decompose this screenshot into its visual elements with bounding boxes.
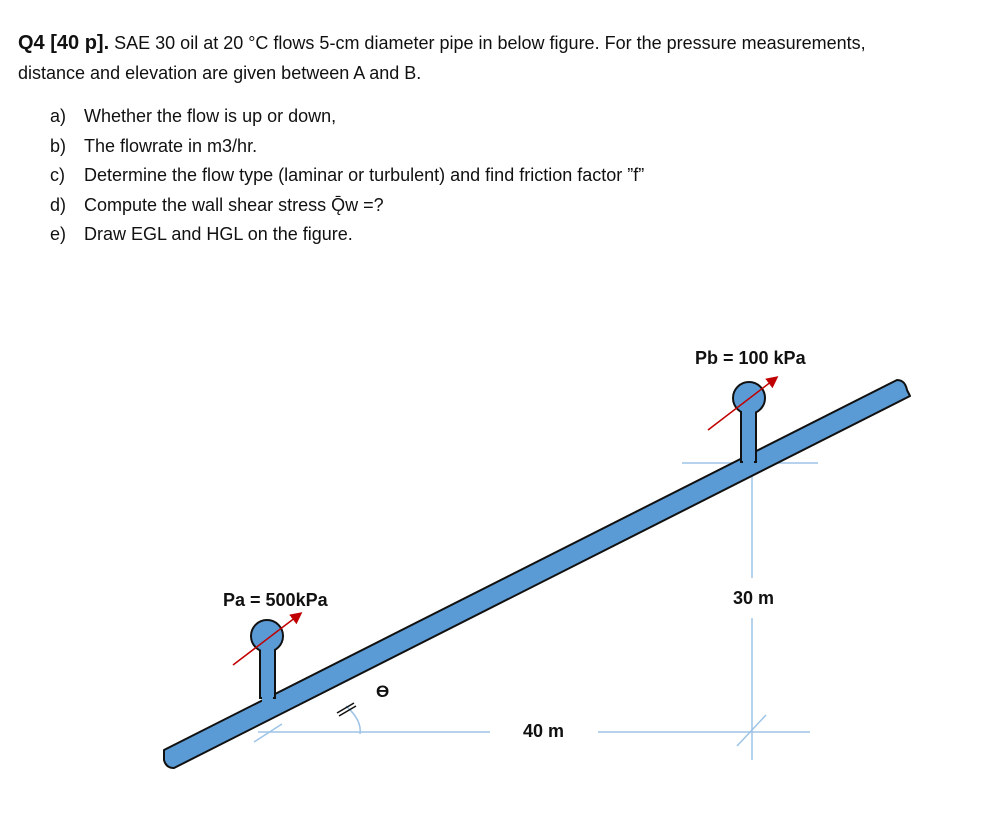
height-label: 30 m	[733, 588, 775, 608]
part-letter: a)	[50, 106, 67, 126]
part-letter: b)	[50, 135, 67, 156]
pipe	[164, 380, 910, 768]
part-letter: d)	[50, 194, 67, 215]
question-number: Q4 [40 p].	[18, 32, 110, 54]
tick-mark-a	[254, 724, 282, 742]
part-letter: c)	[50, 165, 65, 185]
part-text: The flowrate in m3/hr.	[84, 135, 258, 156]
part-text: Draw EGL and HGL on the figure.	[84, 224, 353, 244]
part-text: Compute the wall shear stress Ǭw =?	[84, 194, 384, 215]
part-letter: e)	[50, 224, 67, 244]
pressure-label-a: Pa = 500kPa	[223, 590, 328, 610]
part-text: Determine the flow type (laminar or turbulent) and find friction factor ”f”	[84, 165, 645, 185]
length-label: 40 m	[523, 721, 565, 741]
part-text: Whether the flow is up or down,	[84, 106, 337, 126]
pressure-label-b: Pb = 100 kPa	[695, 348, 806, 368]
question-text-line1: SAE 30 oil at 20 °C flows 5-cm diameter pipe in below figure. For the pressure measurements,	[109, 33, 866, 53]
dimension-lines	[254, 463, 818, 760]
question-text-line2: distance and elevation are given between A and B.	[18, 63, 422, 83]
angle-label: ϴ	[376, 682, 390, 701]
